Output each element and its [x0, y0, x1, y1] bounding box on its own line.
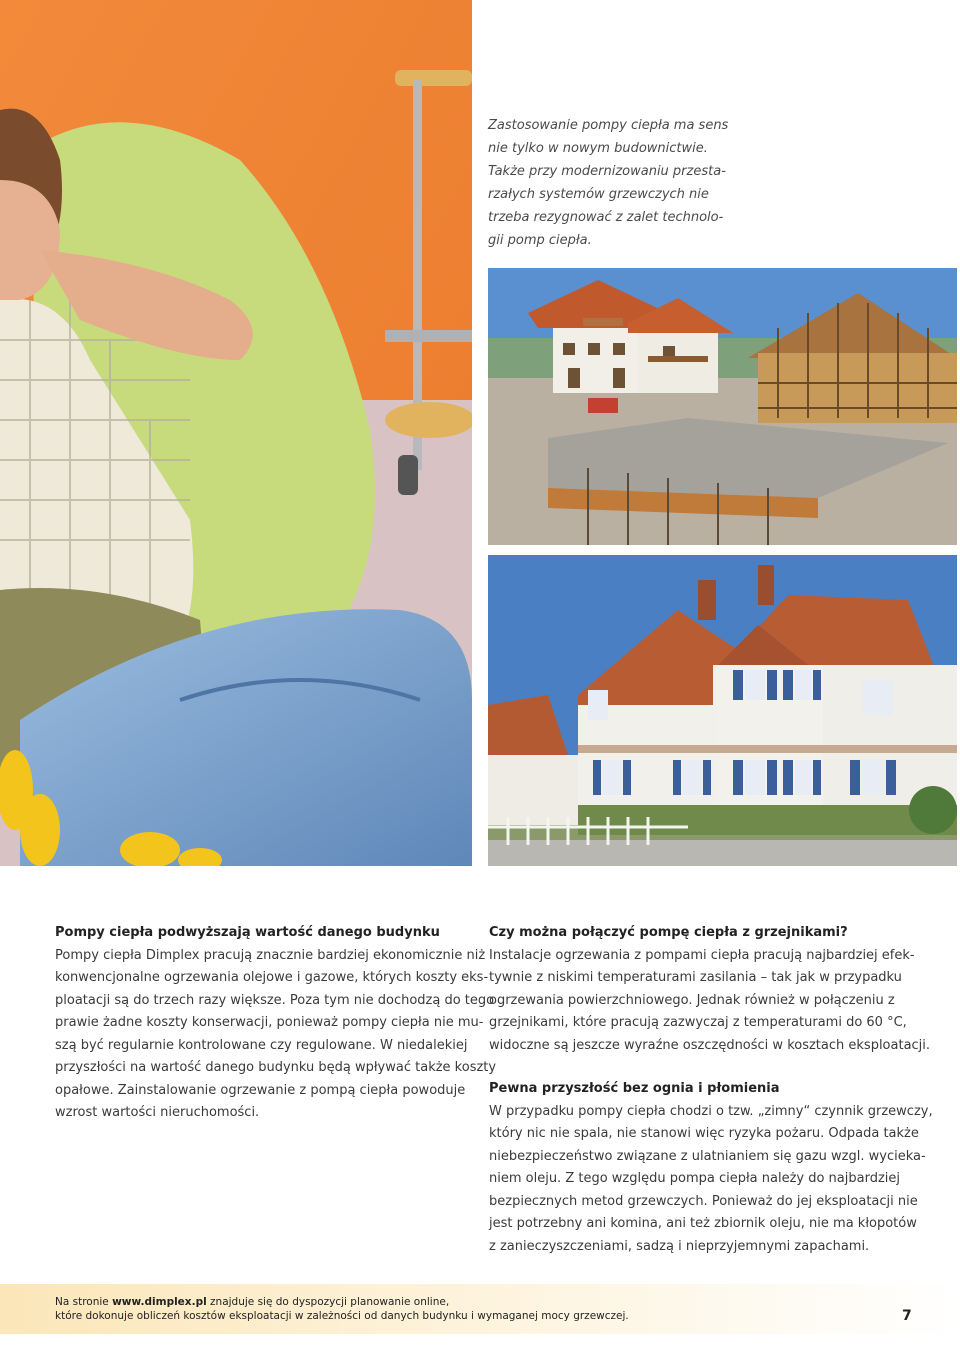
photo-person-illustration — [0, 0, 472, 866]
paragraph-line: prawie żadne koszty konserwacji, ponieważ pompy ciepła nie mu- — [55, 1015, 484, 1030]
article-right-column — [489, 922, 933, 1258]
section-heading-value: Pompy ciepła podwyższają wartość danego budynku — [55, 925, 440, 940]
caption-line: gii pomp ciepła. — [488, 233, 592, 248]
caption-line: trzeba rezygnować z zalet technolo- — [488, 210, 724, 225]
paragraph-line: grzejnikami, które pracują zazwyczaj z temperaturami do 60 °C, — [489, 1015, 907, 1030]
footer-line-1 — [55, 1295, 629, 1309]
caption-line: Zastosowanie pompy ciepła ma sens — [488, 118, 729, 133]
section-heading-radiators: Czy można połączyć pompę ciepła z grzejnikami? — [489, 925, 848, 940]
paragraph-line: przyszłości na wartość danego budynku będą wpływać także koszty — [55, 1060, 497, 1075]
article-left-column — [55, 922, 497, 1125]
page-number: 7 — [902, 1308, 912, 1324]
paragraph-line: W przypadku pompy ciepła chodzi o tzw. „zimny“ czynnik grzewczy, — [489, 1103, 933, 1119]
paragraph-line: bezpiecznych metod grzewczych. Ponieważ do jej eksploatacji nie — [489, 1193, 918, 1209]
footer-suffix: znajduje się do dyspozycji planowanie online, — [206, 1296, 450, 1308]
photo-renovated-house — [488, 555, 957, 866]
paragraph-line: Pompy ciepła Dimplex pracują znacznie bardziej ekonomicznie niż — [55, 947, 486, 963]
footer-line-2: które dokonuje obliczeń kosztów eksploatacji w zależności od danych budynku i wymaganej mocy grzewczej. — [55, 1310, 629, 1322]
paragraph-line: szą być regularnie kontrolowane czy regulowane. W niedalekiej — [55, 1037, 468, 1053]
caption-line: nie tylko w nowym budownictwie. — [488, 141, 708, 156]
paragraph-line: ogrzewania powierzchniowego. Jednak również w połączeniu z — [489, 992, 895, 1008]
paragraph-line: tywnie z niskimi temperaturami zasilania – tak jak w przypadku — [489, 970, 902, 985]
paragraph-line: niem oleju. Z tego względu pompa ciepła należy do najbardziej — [489, 1171, 901, 1186]
section-heading-safety: Pewna przyszłość bez ognia i płomienia — [489, 1081, 780, 1096]
caption-line: rzałych systemów grzewczych nie — [488, 187, 709, 202]
paragraph-line: opałowe. Zainstalowanie ogrzewanie z pompą ciepła powoduje — [55, 1082, 466, 1098]
photo-construction-illustration — [488, 268, 957, 545]
photo-caption — [488, 114, 728, 252]
footer-prefix: Na stronie — [55, 1296, 113, 1308]
paragraph-line: z zanieczyszczeniami, sadzą i nieprzyjemnymi zapachami. — [489, 1238, 870, 1254]
photo-house-illustration — [488, 555, 957, 866]
paragraph-line: Instalacje ogrzewania z pompami ciepła pracują najbardziej efek- — [489, 947, 915, 963]
caption-line: Także przy modernizowaniu przesta- — [488, 164, 726, 179]
paragraph-line: konwencjonalne ogrzewania olejowe i gazowe, których koszty eks- — [55, 970, 489, 985]
paragraph-line: wzrost wartości nieruchomości. — [55, 1105, 260, 1120]
photo-person-orange-wall — [0, 0, 472, 866]
paragraph-line: który nic nie spala, nie stanowi więc ryzyka pożaru. Odpada także — [489, 1126, 919, 1141]
page-footer — [0, 1284, 960, 1334]
paragraph-line: niebezpieczeństwo związane z ulatnianiem się gazu wzgl. wycieka- — [489, 1148, 926, 1164]
website-link[interactable]: www.dimplex.pl — [112, 1296, 207, 1308]
photo-construction-site — [488, 268, 957, 545]
paragraph-line: jest potrzebny ani komina, ani też zbiornik oleju, nie ma kłopotów — [489, 1216, 917, 1231]
paragraph-line: ploatacji są do trzech razy większe. Poza tym nie dochodzą do tego — [55, 992, 495, 1008]
paragraph-line: widoczne są jeszcze wyraźne oszczędności w kosztach eksploatacji. — [489, 1037, 931, 1053]
footer-note — [55, 1295, 629, 1323]
